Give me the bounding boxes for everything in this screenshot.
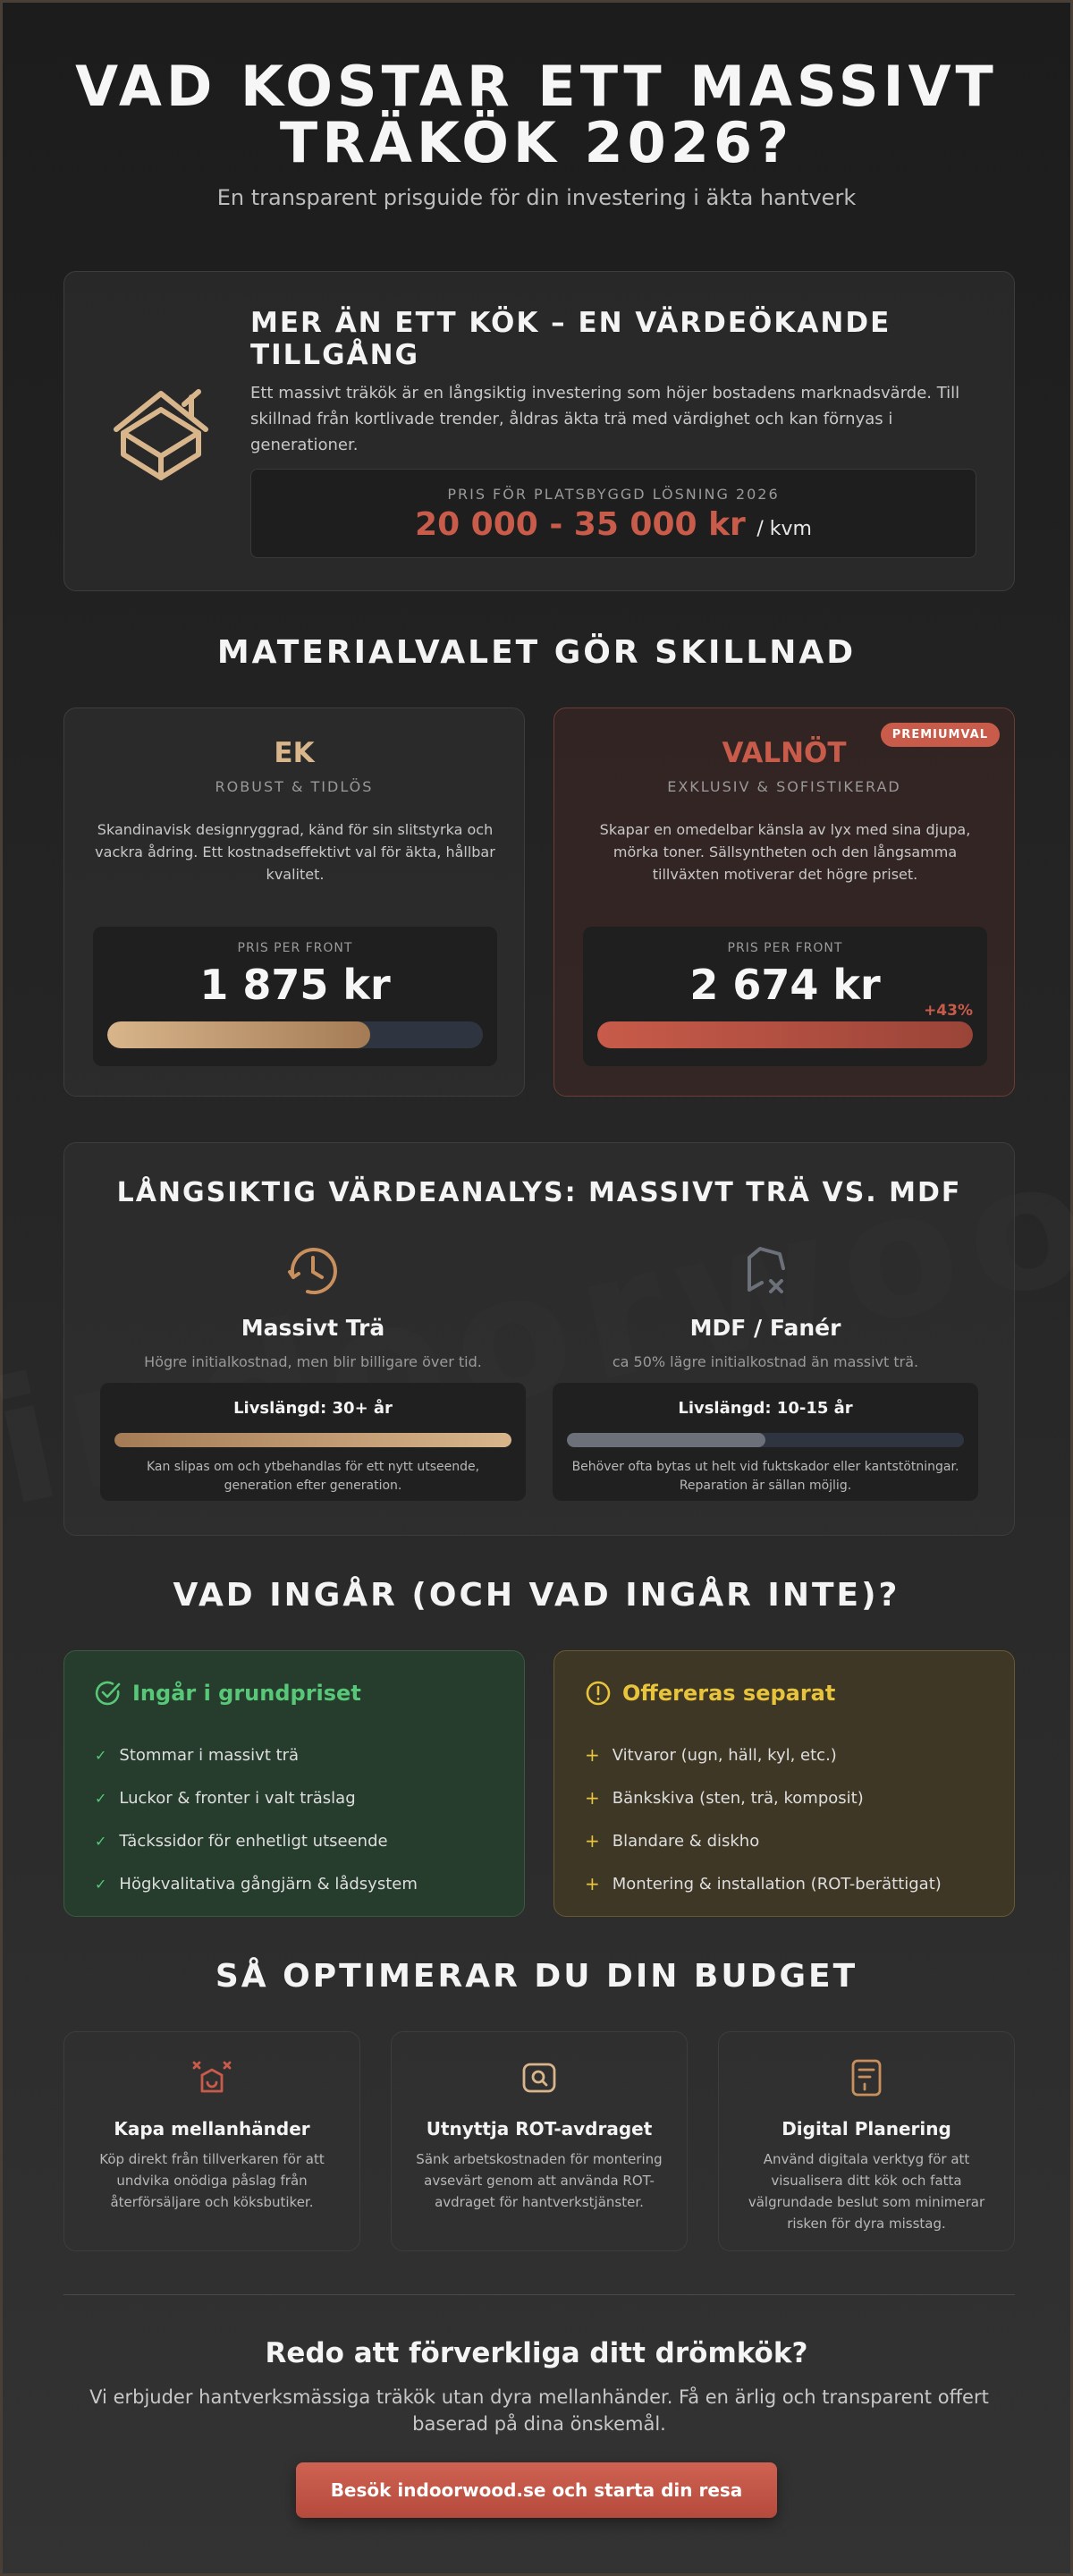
separate-item: Montering & installation (ROT-berättigat) <box>612 1874 942 1894</box>
oak-description: Skandinavisk designryggrad, känd för sin slitstyrka och vackra ådring. Ett kostnadseffektivt val för äkta, hållbar kvalitet. <box>95 821 495 883</box>
intro-card <box>63 271 1015 591</box>
budget-card-planning <box>718 2031 1015 2251</box>
wood-lifespan-label: Livslängd: 30+ år <box>233 1399 393 1418</box>
list-item <box>95 1776 418 1819</box>
wood-lifespan-box <box>100 1383 526 1501</box>
budget-card-title: Digital Planering <box>782 2118 951 2140</box>
walnut-price-bar-fill <box>597 1021 973 1048</box>
price-label: PRIS FÖR PLATSBYGGD LÖSNING 2026 <box>447 486 780 503</box>
budget-card-title: Kapa mellanhänder <box>114 2118 310 2140</box>
included-card <box>63 1650 525 1917</box>
value-analysis-card <box>63 1142 1015 1536</box>
included-header <box>95 1680 361 1707</box>
oak-price-box <box>93 927 497 1066</box>
plus-icon: + <box>585 1873 600 1894</box>
list-item <box>95 1819 418 1862</box>
separate-item: Bänkskiva (sten, trä, komposit) <box>612 1788 864 1808</box>
walnut-description: Skapar en omedelbar känsla av lyx med sina djupa, mörka toner. Sällsyntheten och den långsamma tillväxten motiverar det högre priset. <box>599 821 971 883</box>
separate-header <box>585 1680 835 1707</box>
exclamation-circle-icon <box>585 1680 612 1707</box>
rot-icon <box>519 2057 560 2098</box>
list-item <box>585 1733 942 1776</box>
plus-icon: + <box>585 1830 600 1852</box>
budget-heading: SÅ OPTIMERAR DU DIN BUDGET <box>215 1958 858 1995</box>
planning-icon <box>846 2057 887 2098</box>
oak-price-bar <box>107 1021 483 1048</box>
budget-card-title: Utnyttja ROT-avdraget <box>426 2118 653 2140</box>
middleman-icon <box>191 2057 232 2098</box>
walnut-price-box <box>583 927 987 1066</box>
intro-text: Ett massivt träkök är en långsiktig investering som höjer bostadens marknadsvärde. Till skillnad från kortlivade trender, åldras äkta trä med värdighet och kan förnyas i generationer. <box>250 384 960 454</box>
list-item <box>95 1733 418 1776</box>
walnut-name: VALNÖT <box>722 737 847 769</box>
wood-lifespan-bar <box>114 1433 511 1447</box>
oak-price: 1 875 kr <box>199 961 391 1009</box>
analysis-heading: LÅNGSIKTIG VÄRDEANALYS: MASSIVT TRÄ VS. MDF <box>116 1177 962 1208</box>
oak-name: EK <box>274 737 315 769</box>
price-value: 20 000 - 35 000 kr <box>415 506 746 543</box>
separate-item: Vitvaror (ugn, häll, kyl, etc.) <box>612 1745 837 1765</box>
walnut-price-label: PRIS PER FRONT <box>727 941 843 955</box>
mdf-column <box>553 1241 978 1370</box>
included-item: Stommar i massivt trä <box>119 1745 300 1765</box>
budget-card-text: Sänk arbetskostnaden för montering avsevärt genom att använda ROT-avdraget för hantverkstjänster. <box>416 2151 663 2210</box>
separate-card <box>553 1650 1015 1917</box>
mdf-lifespan-label: Livslängd: 10-15 år <box>678 1399 853 1418</box>
page-title: VAD KOSTAR ETT MASSIVT TRÄKÖK 2026? <box>75 54 998 176</box>
wood-lifespan-bar-fill <box>114 1433 511 1447</box>
budget-card-middlemen <box>63 2031 360 2251</box>
check-icon: ✓ <box>95 1746 107 1764</box>
walnut-tagline: EXKLUSIV & SOFISTIKERAD <box>667 778 901 795</box>
cta-heading: Redo att förverkliga ditt drömkök? <box>265 2337 808 2369</box>
check-icon: ✓ <box>95 1832 107 1850</box>
premium-badge: PREMIUMVAL <box>881 723 1000 747</box>
price-unit: / kvm <box>756 518 812 540</box>
walnut-price-diff: +43% <box>924 1002 973 1020</box>
oak-price-label: PRIS PER FRONT <box>237 941 353 955</box>
list-item <box>585 1776 942 1819</box>
included-item: Luckor & fronter i valt träslag <box>119 1788 356 1808</box>
house-icon <box>106 377 222 494</box>
separate-item: Blandare & diskho <box>612 1831 760 1851</box>
plus-icon: + <box>585 1744 600 1766</box>
list-item <box>585 1862 942 1905</box>
intro-heading: MER ÄN ETT KÖK – EN VÄRDEÖKANDE TILLGÅNG <box>250 307 891 371</box>
oak-card <box>63 708 525 1097</box>
check-icon: ✓ <box>95 1875 107 1893</box>
wood-column <box>100 1241 526 1370</box>
mdf-lifespan-bar <box>567 1433 964 1447</box>
price-box <box>250 469 976 558</box>
visit-site-button[interactable]: Besök indoorwood.se och starta din resa <box>296 2462 777 2518</box>
clock-icon <box>284 1241 342 1299</box>
mdf-subtitle: ca 50% lägre initialkostnad än massivt trä. <box>612 1353 919 1370</box>
budget-card-text: Köp direkt från tillverkaren för att undvika onödiga påslag från återförsäljare och köksbutiker. <box>99 2151 325 2210</box>
mdf-lifespan-bar-fill <box>567 1433 765 1447</box>
divider <box>63 2294 1015 2295</box>
budget-card-text: Använd digitala verktyg för att visualisera ditt kök och fatta välgrundade beslut som minimerar risken för dyra misstag. <box>748 2151 985 2232</box>
budget-card-rot <box>391 2031 688 2251</box>
page-subtitle: En transparent prisguide för din investering i äkta hantverk <box>216 185 857 210</box>
mdf-lifespan-description: Behöver ofta bytas ut helt vid fuktskador eller kantstötningar. Reparation är sällan möjlig. <box>571 1460 959 1493</box>
list-item <box>95 1862 418 1905</box>
walnut-card <box>553 708 1015 1097</box>
price-range <box>251 506 976 543</box>
wood-title: Massivt Trä <box>241 1315 385 1341</box>
oak-price-bar-fill <box>107 1021 370 1048</box>
broken-tag-icon <box>737 1241 794 1299</box>
walnut-price-bar <box>597 1021 973 1048</box>
check-circle-icon <box>95 1680 122 1707</box>
mdf-title: MDF / Fanér <box>689 1315 841 1341</box>
check-icon: ✓ <box>95 1789 107 1807</box>
separate-title: Offereras separat <box>622 1681 836 1706</box>
mdf-lifespan-box <box>553 1383 978 1501</box>
list-item <box>585 1819 942 1862</box>
included-list <box>95 1733 418 1905</box>
included-title: Ingår i grundpriset <box>132 1681 361 1706</box>
walnut-price: 2 674 kr <box>689 961 881 1009</box>
wood-subtitle: Högre initialkostnad, men blir billigare över tid. <box>144 1353 482 1370</box>
separate-list <box>585 1733 942 1905</box>
oak-tagline: ROBUST & TIDLÖS <box>215 778 374 795</box>
cta-text: Vi erbjuder hantverksmässiga träkök utan dyra mellanhänder. Få en ärlig och transparent offert baserad på dina önskemål. <box>89 2386 989 2436</box>
includes-heading: VAD INGÅR (OCH VAD INGÅR INTE)? <box>173 1577 900 1614</box>
wood-lifespan-description: Kan slipas om och ytbehandlas för ett nytt utseende, generation efter generation. <box>146 1460 480 1493</box>
materials-heading: MATERIALVALET GÖR SKILLNAD <box>216 634 857 671</box>
included-item: Täckssidor för enhetligt utseende <box>119 1831 388 1851</box>
included-item: Högkvalitativa gångjärn & lådsystem <box>119 1874 418 1894</box>
plus-icon: + <box>585 1787 600 1809</box>
